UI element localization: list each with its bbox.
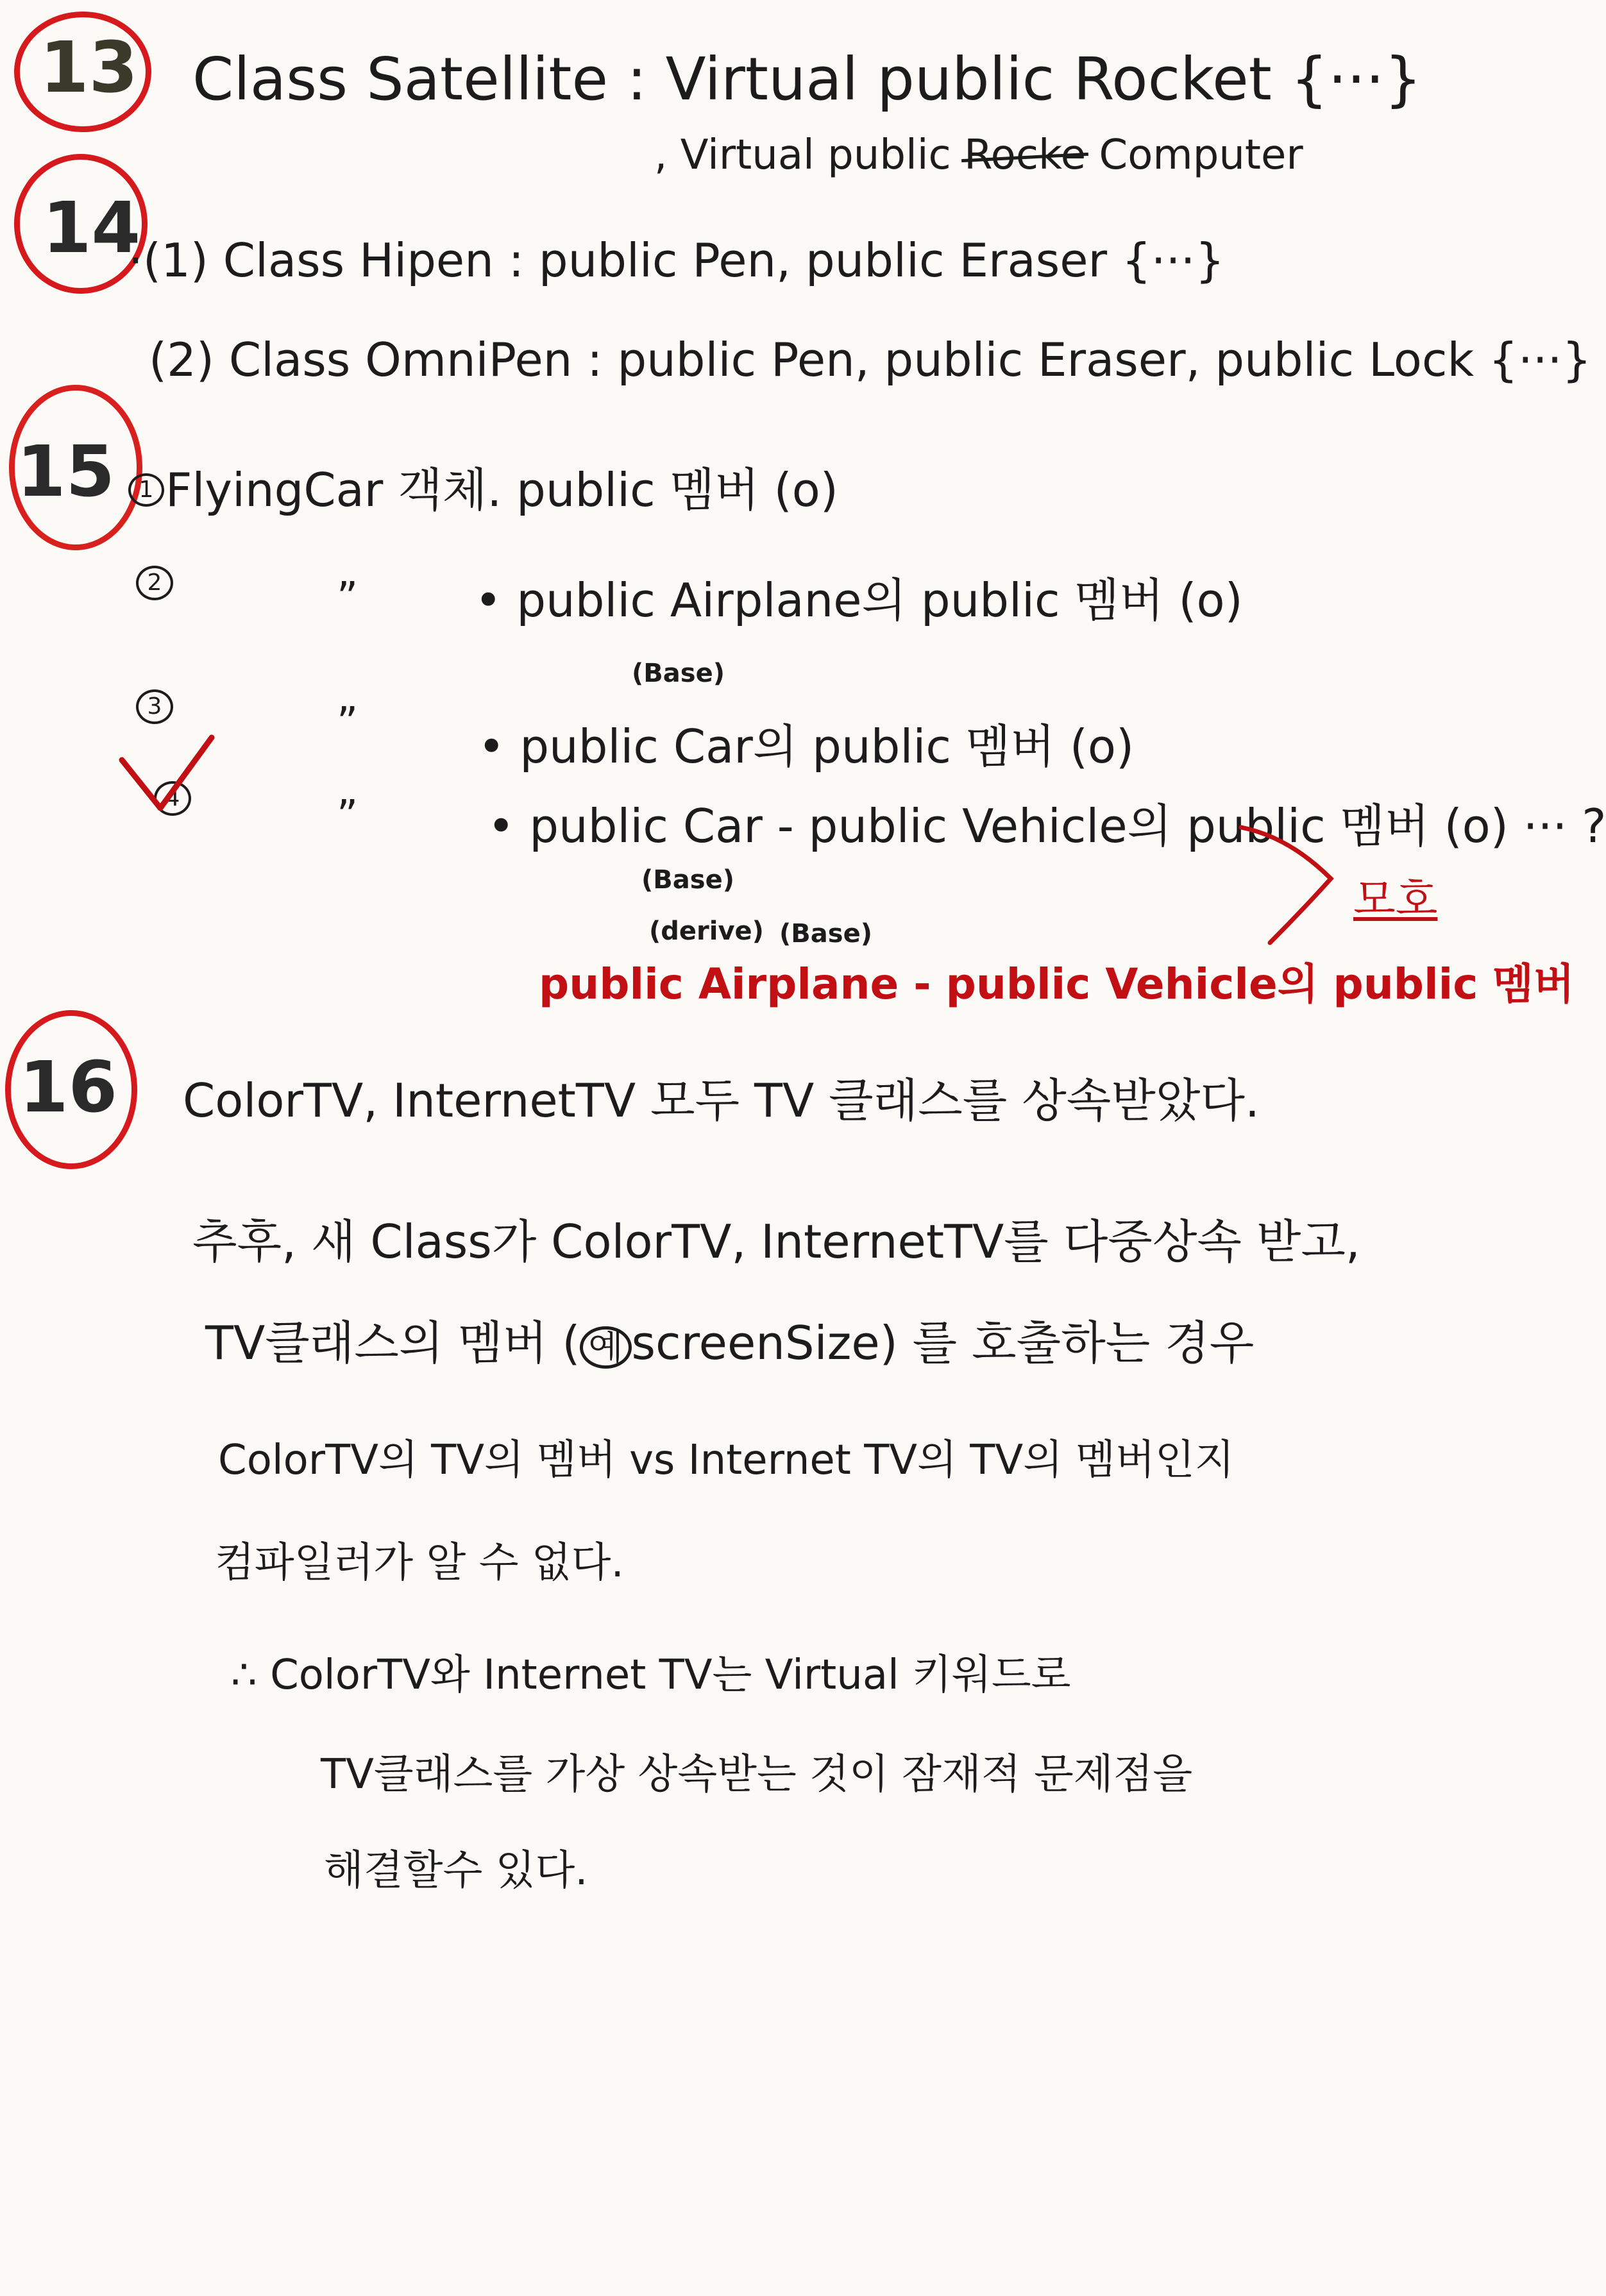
q16-line-4: ColorTV의 TV의 멤버 vs Internet TV의 TV의 멤버인지 [218,1437,1235,1484]
q15-item-4-base-note: (Base) [641,865,734,895]
q14-line-1: ·(1) Class Hipen : public Pen, public Eraser {···} [128,233,1225,287]
q15-marker-4: 4 [154,781,191,816]
q15-number: 15 [17,430,115,512]
q15-item-4-base2-note: (Base) [779,919,872,949]
q16-line-8: 해결할수 있다. [324,1847,588,1895]
q16-line-3 [205,1316,1255,1370]
q15-marker-2: 2 [136,566,173,600]
q15-item-4-ditto: ” [337,792,359,840]
q16-line-2: 추후, 새 Class가 ColorTV, InternetTV를 다중상속 받고, [192,1215,1360,1269]
q13-line-2-suffix: Computer [1099,131,1303,179]
q15-item-2-ditto: ” [337,574,359,621]
q16-line-3-suffix: screenSize) 를 호출하는 경우 [631,1316,1255,1370]
q16-line-6: ∴ ColorTV와 Internet TV는 Virtual 키워드로 [231,1651,1071,1699]
q15-item-4: • public Car - public Vehicle의 public 멤버 (o) ··· ? [487,799,1606,853]
q14-number: 14 [42,187,141,269]
q15-marker-3: 3 [136,689,173,724]
q13-struck-word: Rocke [964,131,1086,179]
q14-line-2: (2) Class OmniPen : public Pen, public Eraser, public Lock {···} [149,333,1592,387]
q15-item-2: • public Airplane의 public 멤버 (o) [475,573,1243,627]
q15-marker-1: 1 [128,473,164,507]
q16-example-circled: 예 [580,1326,631,1369]
q16-line-1: ColorTV, InternetTV 모두 TV 클래스를 상속받았다. [183,1074,1260,1127]
q16-line-5: 컴파일러가 알 수 없다. [215,1539,624,1587]
q15-item-4-derive-note: (derive) [649,916,764,946]
q16-line-7: TV클래스를 가상 상속받는 것이 잠재적 문제점을 [321,1751,1193,1798]
q16-line-3-prefix: TV클래스의 멤버 ( [205,1316,580,1370]
q15-item-2-note: (Base) [632,659,725,688]
q15-correction: public Airplane - public Vehicle의 public 멤버 [539,959,1575,1009]
q15-item-1: FlyingCar 객체. public 멤버 (o) [165,463,838,517]
q16-number: 16 [19,1046,118,1128]
q13-number: 13 [40,26,139,108]
q13-line-2-prefix: , Virtual public [654,131,951,179]
q13-line-1: Class Satellite : Virtual public Rocket {···} [192,45,1422,114]
q15-item-3: • public Car의 public 멤버 (o) [478,720,1135,773]
q15-correction-label: 모호 [1353,875,1438,925]
q15-item-3-ditto: ” [337,699,359,747]
